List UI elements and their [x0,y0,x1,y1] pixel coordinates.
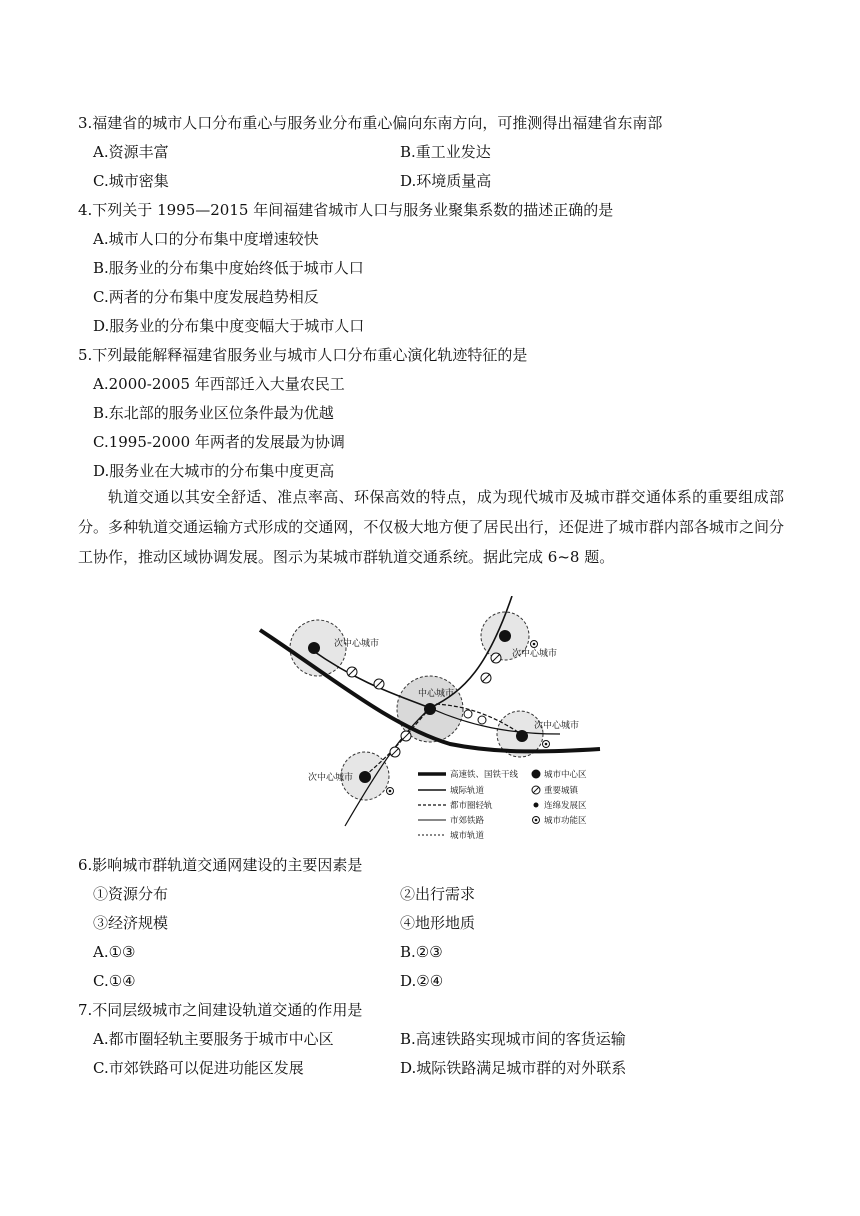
q3-stem: 3.福建省的城市人口分布重心与服务业分布重心偏向东南方向，可推测得出福建省东南部 [78,114,663,132]
urban-center-sw [359,771,371,783]
legend-function-zone: 城市功能区 [544,816,587,826]
q3-option-b: B.重工业发达 [400,143,491,161]
q6-option-d: D.②④ [400,972,444,990]
urban-center-e [516,730,528,742]
function-zone [545,743,548,746]
function-zone [389,790,392,793]
q4-stem: 4.下列关于 1995—2015 年间福建省城市人口与服务业聚集系数的描述正确的是 [78,201,614,219]
legend-key-town: 重要城镇 [544,786,579,796]
function-zone [533,643,536,646]
q6-statement-4: ④地形地质 [400,914,476,932]
q4-option-c: C.两者的分布集中度发展趋势相反 [93,288,319,306]
label-sub-city-e: 次中心城市 [534,721,580,731]
key-town [478,716,486,724]
q4-option-a: A.城市人口的分布集中度增速较快 [93,230,319,248]
q6-option-c: C.①④ [93,972,136,990]
q6-stem: 6.影响城市群轨道交通网建设的主要因素是 [78,856,363,874]
q5-option-d: D.服务业在大城市的分布集中度更高 [93,462,335,480]
urban-center-nw [308,642,320,654]
legend-suburban: 市郊铁路 [450,816,485,826]
q6-option-a: A.①③ [93,943,136,961]
q5-option-b: B.东北部的服务业区位条件最为优越 [93,404,334,422]
label-sub-city-sw: 次中心城市 [308,773,354,783]
q5-stem: 5.下列最能解释福建省服务业与城市人口分布重心演化轨迹特征的是 [78,346,528,364]
q7-option-d: D.城际铁路满足城市群的对外联系 [400,1059,627,1077]
q3-option-a: A.资源丰富 [93,143,169,161]
q5-option-c: C.1995-2000 年两者的发展最为协调 [93,433,345,451]
q3-option-c: C.城市密集 [93,172,169,190]
q6-statement-3: ③经济规模 [93,914,169,932]
rail-system-diagram [250,596,606,848]
legend-metro-light: 都市圈轻轨 [450,801,493,811]
q7-option-a: A.都市圈轻轨主要服务于城市中心区 [93,1030,334,1048]
q4-option-d: D.服务业的分布集中度变幅大于城市人口 [93,317,365,335]
legend-urban-rail: 城市轨道 [450,831,485,841]
legend-hsr: 高速铁、国铁干线 [450,770,519,780]
urban-center-ne [499,630,511,642]
legend-intercity: 城际轨道 [450,786,485,796]
label-sub-city-nw: 次中心城市 [334,639,380,649]
passage: 轨道交通以其安全舒适、准点率高、环保高效的特点，成为现代城市及城市群交通体系的重要组成部分。多种轨道交通运输方式形成的交通网，不仅极大地方便了居民出行，还促进了城市群内部各城市之间分工协作，推动区域协调发展。图示为某城市群轨道交通系统。据此完成 6~8 题。 [78,488,784,566]
label-sub-city-ne: 次中心城市 [512,649,558,659]
q3-option-d: D.环境质量高 [400,172,492,190]
legend-urban-center: 城市中心区 [544,770,587,780]
legend-contiguous: 连绵发展区 [544,801,587,811]
q4-option-b: B.服务业的分布集中度始终低于城市人口 [93,259,364,277]
q6-statement-2: ②出行需求 [400,885,476,903]
q5-option-a: A.2000-2005 年西部迁入大量农民工 [93,375,345,393]
q7-stem: 7.不同层级城市之间建设轨道交通的作用是 [78,1001,363,1019]
legend [418,769,587,841]
q6-statement-1: ①资源分布 [93,885,169,903]
q7-option-b: B.高速铁路实现城市间的客货运输 [400,1030,626,1048]
q6-option-b: B.②③ [400,943,443,961]
q7-option-c: C.市郊铁路可以促进功能区发展 [93,1059,304,1077]
urban-center-main [424,703,436,715]
key-town [464,710,472,718]
label-center-city: 中心城市 [418,689,455,699]
